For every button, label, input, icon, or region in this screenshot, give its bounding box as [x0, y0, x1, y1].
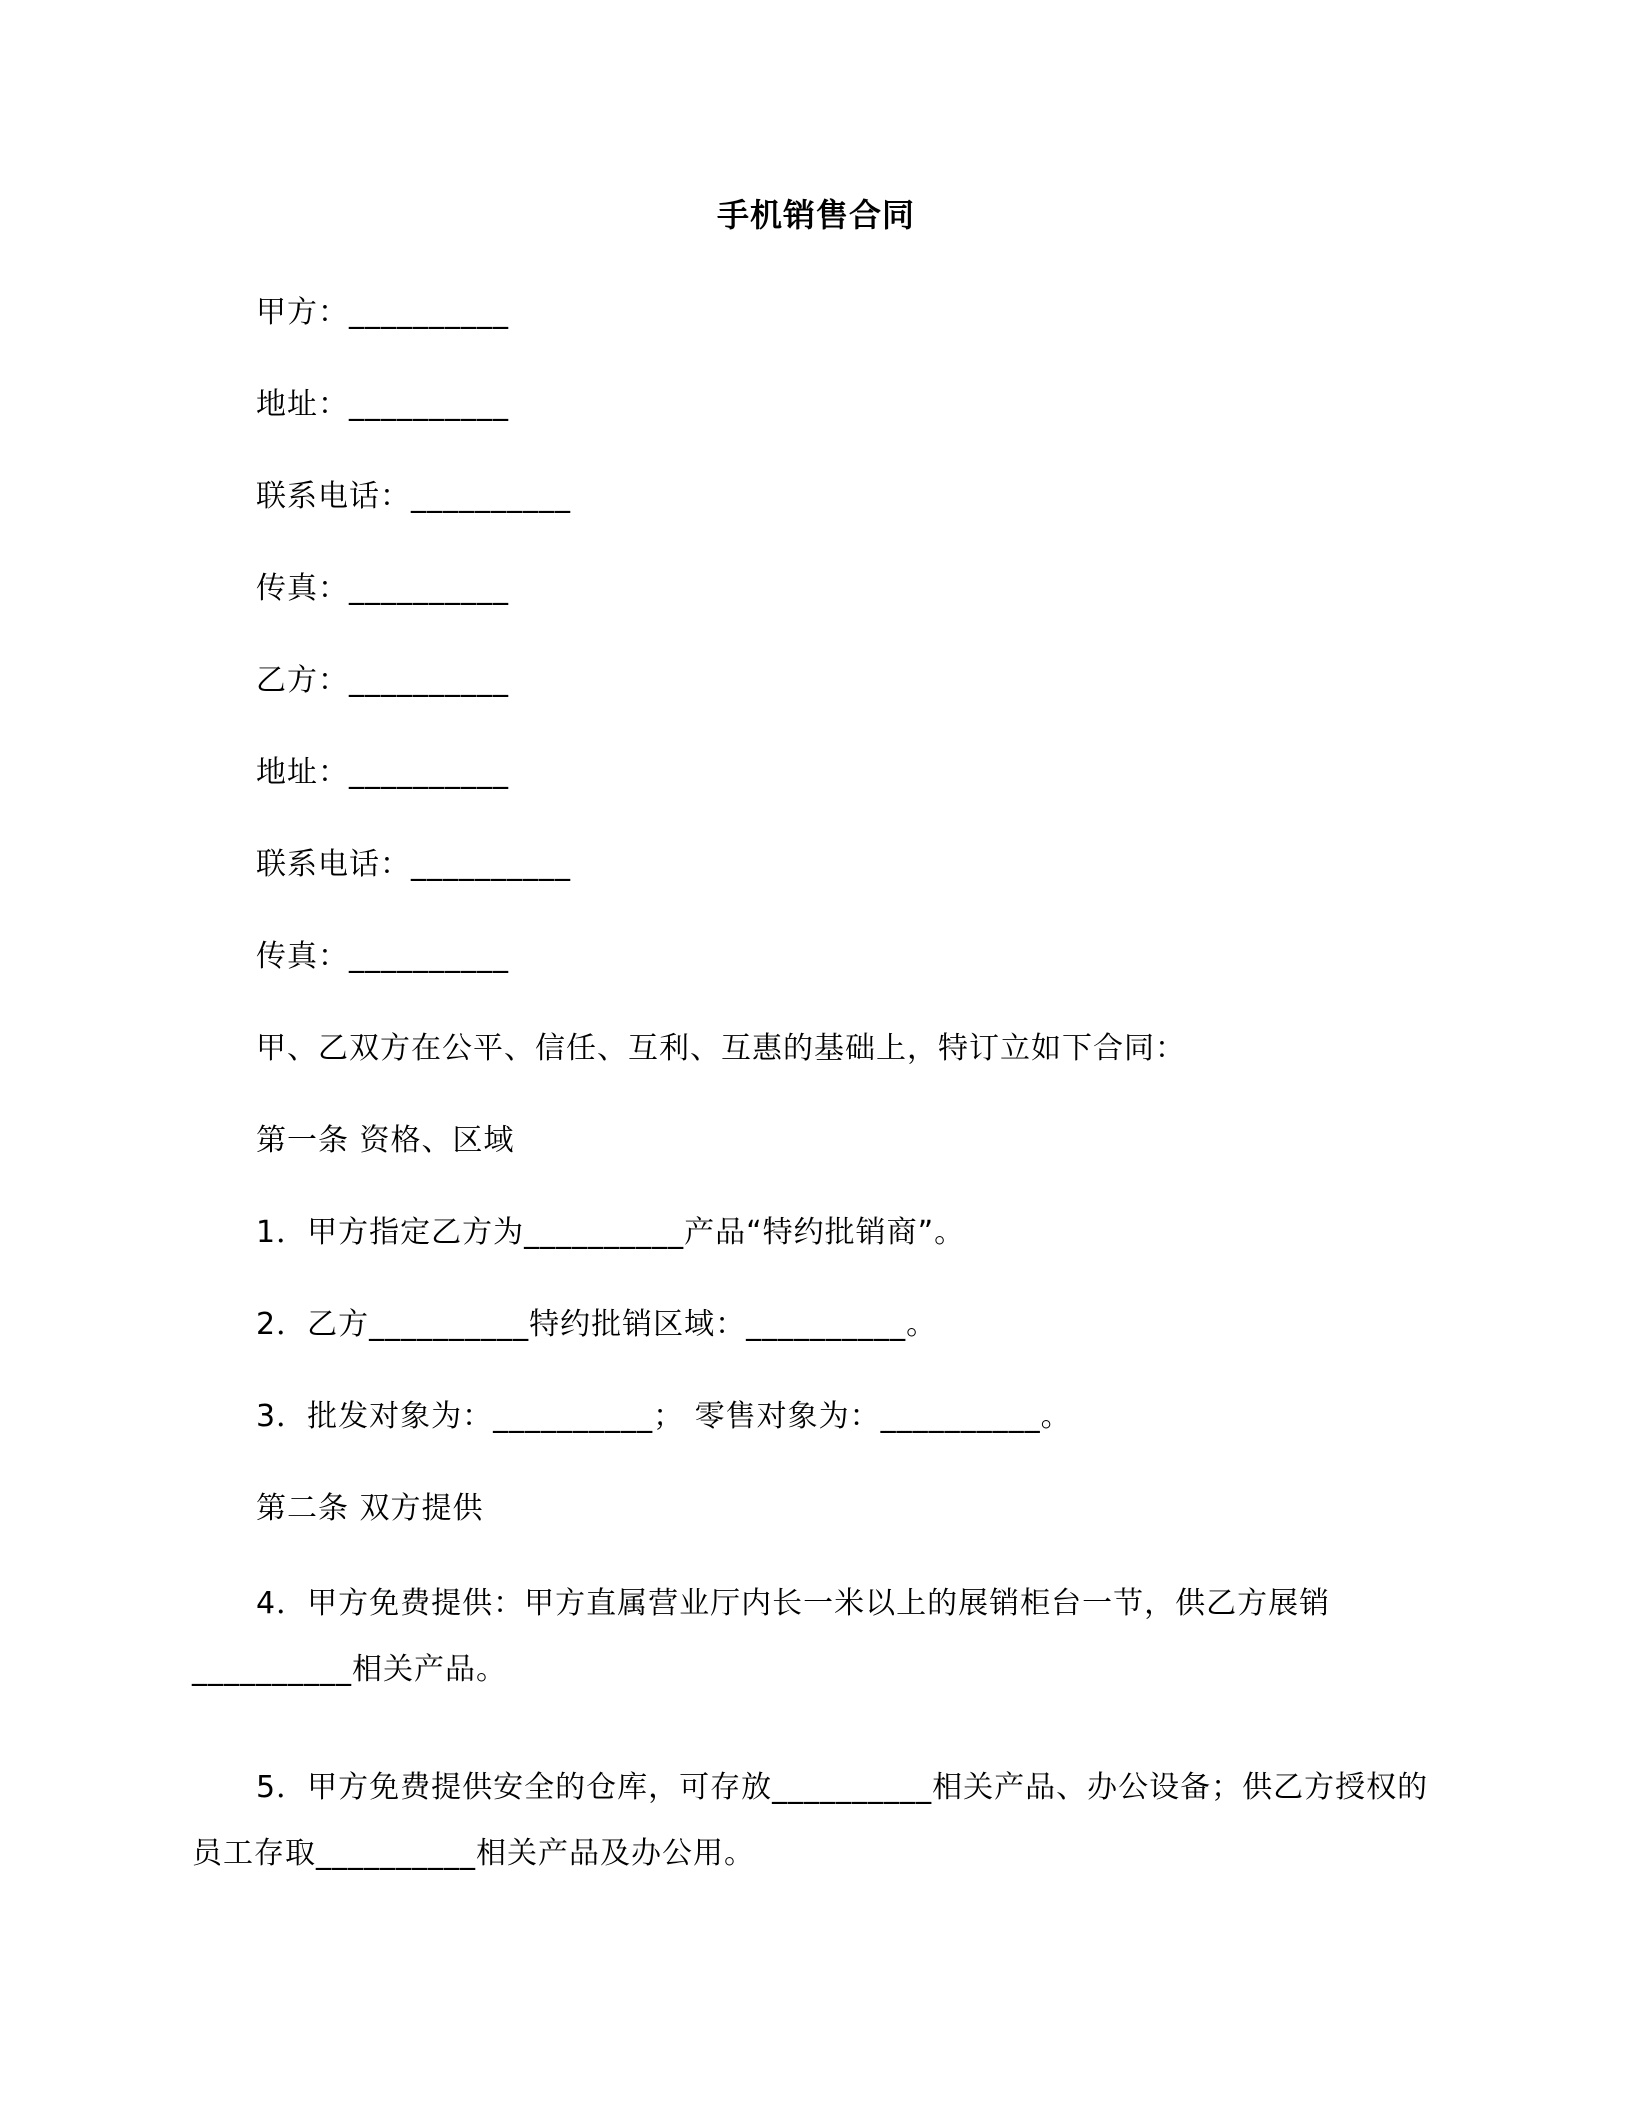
article-1-item-2: 2．乙方__________特约批销区域：__________。 [256, 1307, 938, 1342]
article-2-heading: 第二条 双方提供 [256, 1491, 484, 1526]
article-1-item-1: 1．甲方指定乙方为__________产品“特约批销商”。 [256, 1215, 966, 1250]
party-b-phone-line: 联系电话：__________ [256, 847, 571, 882]
article-1-heading: 第一条 资格、区域 [256, 1123, 515, 1158]
party-b-fax-line: 传真：__________ [256, 939, 509, 974]
party-a-fax-line: 传真：__________ [256, 571, 509, 606]
party-a-address-line: 地址：__________ [256, 387, 509, 422]
article-2-item-4: 4．甲方免费提供：甲方直属营业厅内长一米以上的展销柜台一节，供乙方展销__________相关产品。 [192, 1586, 1331, 1687]
article-1-item-3: 3．批发对象为：__________； 零售对象为：__________。 [256, 1399, 1072, 1434]
party-b-address-line: 地址：__________ [256, 755, 509, 790]
party-a-name-line: 甲方：__________ [256, 295, 509, 330]
preamble: 甲、乙双方在公平、信任、互利、互惠的基础上，特订立如下合同： [256, 1031, 1186, 1066]
article-2-item-5: 5．甲方免费提供安全的仓库，可存放__________相关产品、办公设备；供乙方授权的员工存取__________相关产品及办公用。 [192, 1770, 1429, 1871]
document-title: 手机销售合同 [716, 196, 915, 234]
party-a-phone-line: 联系电话：__________ [256, 479, 571, 514]
party-b-name-line: 乙方：__________ [256, 663, 509, 698]
